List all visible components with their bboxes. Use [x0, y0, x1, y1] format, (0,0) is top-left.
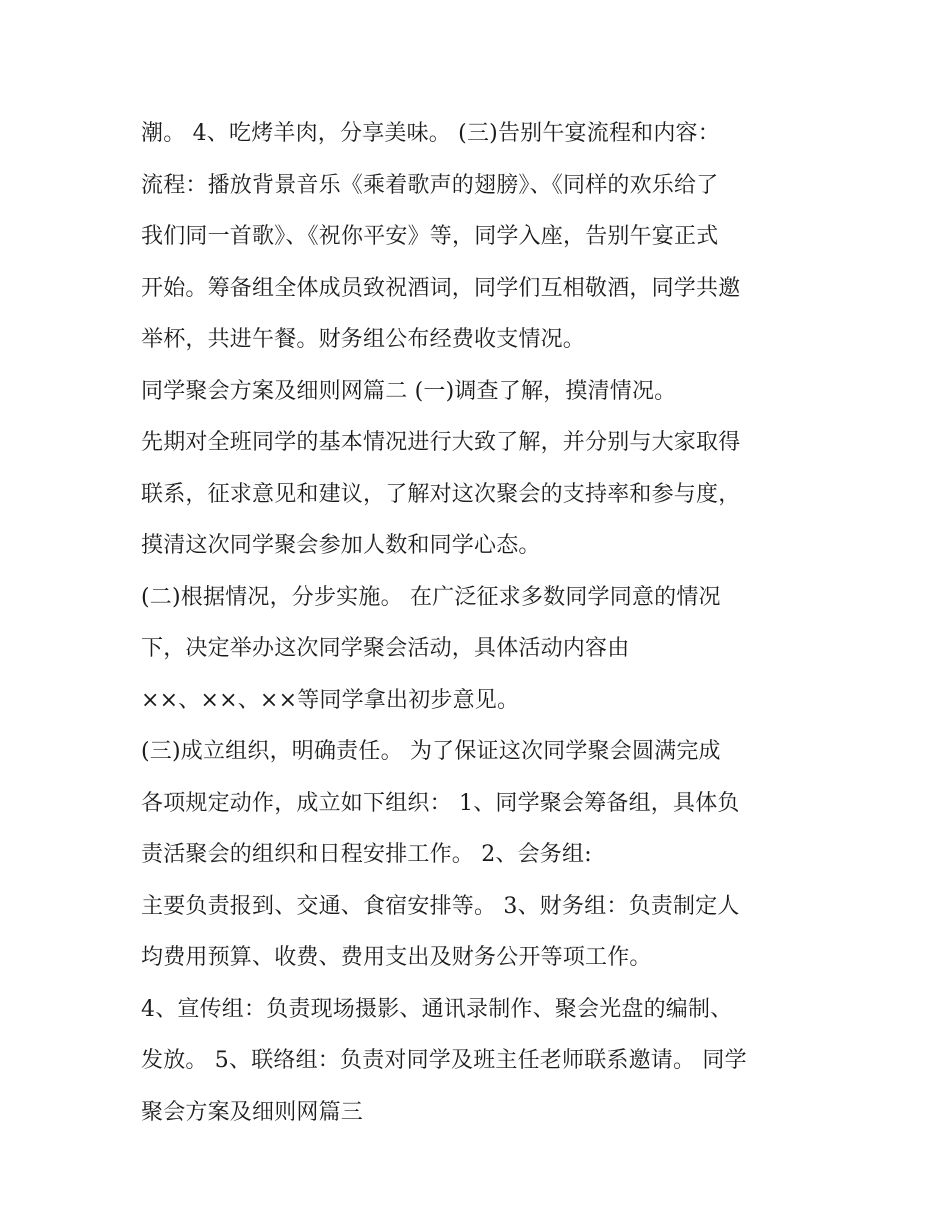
text-line: 均费用预算、收费、费用支出及财务公开等项工作。 [141, 945, 652, 970]
body-text [141, 108, 821, 1138]
text-line: 发放。 5、联络组：负责对同学及班主任老师联系邀请。 同学 [141, 1048, 747, 1073]
text-line: (三)成立组织，明确责任。 为了保证这次同学聚会圆满完成 [141, 739, 721, 764]
text-line: 流程：播放背景音乐《乘着歌声的翅膀》、《同样的欢乐给了 [141, 172, 719, 198]
text-line: 我们同一首歌》、《祝你平安》等，同学入座，告别午宴正式 [141, 224, 719, 249]
text-line: ××、××、××等同学拿出初步意见。 [141, 687, 520, 713]
text-line: 潮。 4、吃烤羊肉，分享美味。 (三)告别午宴流程和内容： [141, 121, 720, 146]
text-line: 同学聚会方案及细则网篇二 (一)调查了解，摸清情况。 [141, 378, 677, 404]
text-line: 摸清这次同学聚会参加人数和同学心态。 [141, 533, 541, 558]
text-line: 主要负责报到、交通、食宿安排等。 3、财务组：负责制定人 [141, 893, 740, 919]
text-line: (二)根据情况，分步实施。 在广泛征求多数同学同意的情况 [141, 584, 721, 610]
text-line: 举杯，共进午餐。财务组公布经费收支情况。 [141, 327, 586, 352]
text-line: 责活聚会的组织和日程安排工作。 2、会务组: [141, 842, 592, 867]
text-line: 下，决定举办这次同学聚会活动，具体活动内容由 [141, 636, 630, 661]
text-line: 聚会方案及细则网篇三 [141, 1099, 364, 1125]
text-line: 先期对全班同学的基本情况进行大致了解，并分别与大家取得 [141, 430, 741, 455]
text-line: 各项规定动作，成立如下组织： 1、同学聚会筹备组，具体负 [141, 790, 740, 816]
text-line: 联系，征求意见和建议，了解对这次聚会的支持率和参与度， [141, 481, 741, 507]
text-line: 4、宣传组：负责现场摄影、通讯录制作、聚会光盘的编制、 [141, 996, 733, 1022]
text-line: 开始。筹备组全体成员致祝酒词，同学们互相敬酒，同学共邀 [141, 275, 741, 301]
